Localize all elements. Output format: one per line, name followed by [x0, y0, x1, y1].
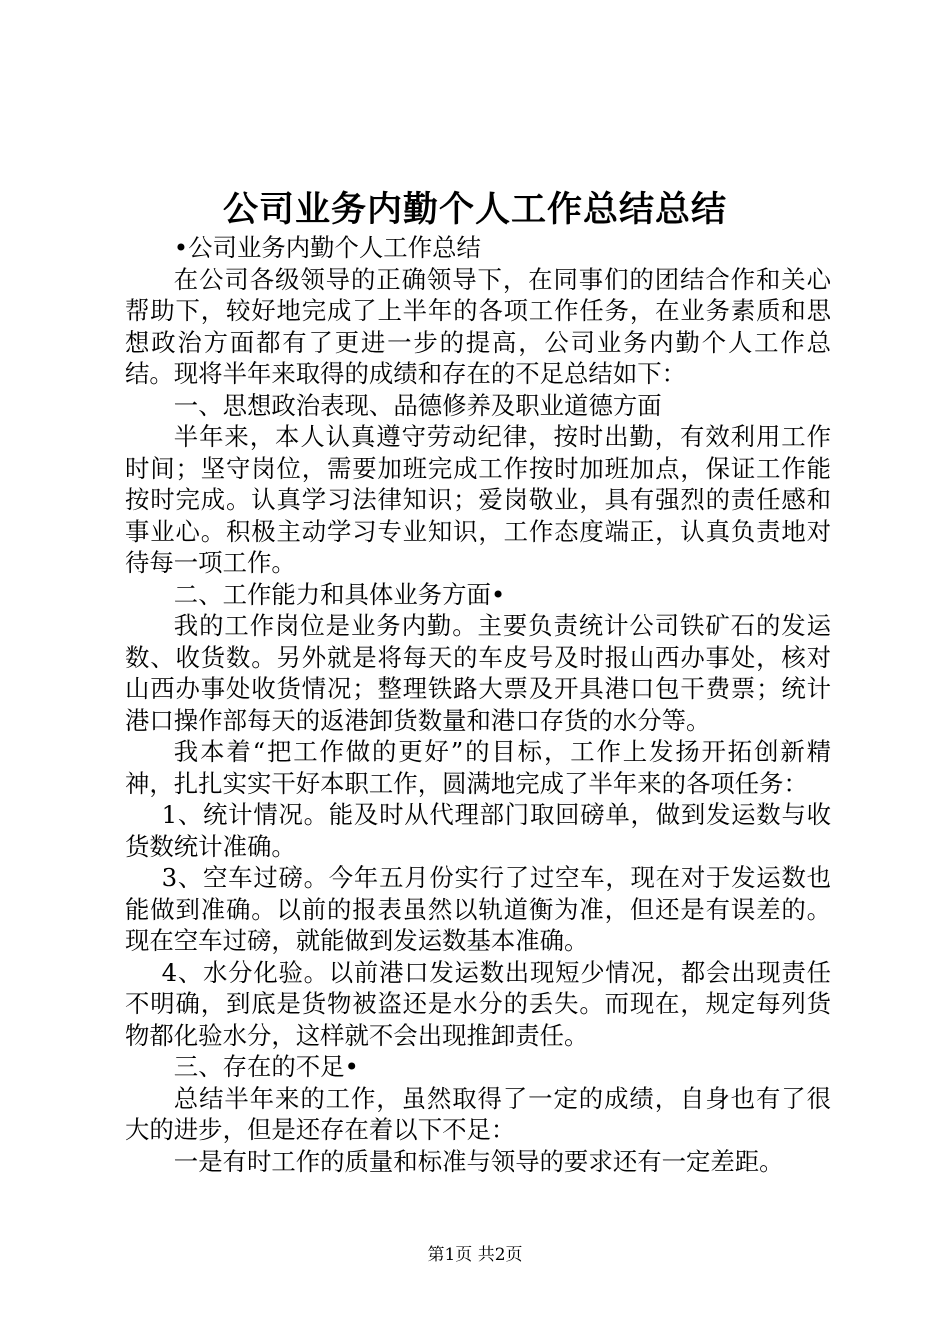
paragraph-10: 三、存在的不足• — [173, 1052, 359, 1081]
paragraph-4: 二、工作能力和具体业务方面• — [173, 579, 506, 609]
document-title: 公司业务内勤个人工作总结总结 — [222, 190, 727, 230]
paragraph-7: 1、统计情况。能及时从代理部门取回磅单，做到发运数与收货数统计准确。 — [125, 800, 831, 861]
document-body — [125, 232, 831, 1177]
paragraph-1: 在公司各级领导的正确领导下，在同事们的团结合作和关心帮助下，较好地完成了上半年的各项工作任务，在业务素质和思想政治方面都有了更进一步的提高，公司业务内勤个人工作总结。现将半年来取得的成绩和存在的不足总结如下： — [125, 264, 831, 388]
paragraph-12: 一是有时工作的质量和标准与领导的要求还有一定差距。 — [173, 1146, 784, 1176]
paragraph-3: 半年来，本人认真遵守劳动纪律，按时出勤，有效利用工作时间；坚守岗位，需要加班完成工作按时加班加点，保证工作能按时完成。认真学习法律知识；爱岗敬业，具有强烈的责任感和事业心。积极主动学习专业知识，工作态度端正，认真负责地对待每一项工作。 — [125, 422, 831, 577]
paragraph-0: •公司业务内勤个人工作总结 — [173, 233, 481, 262]
page-footer: 第1页 共2页 — [427, 1245, 523, 1265]
paragraph-2: 一、思想政治表现、品德修养及职业道德方面 — [173, 390, 662, 420]
paragraph-5: 我的工作岗位是业务内勤。主要负责统计公司铁矿石的发运数、收货数。另外就是将每天的车皮号及时报山西办事处，核对山西办事处收货情况；整理铁路大票及开具港口包干费票；统计港口操作部每天的返港卸货数量和港口存货的水分等。 — [125, 611, 831, 735]
paragraph-9: 4、水分化验。以前港口发运数出现短少情况，都会出现责任不明确，到底是货物被盗还是水分的丢失。而现在，规定每列货物都化验水分，这样就不会出现推卸责任。 — [125, 957, 831, 1050]
paragraph-8: 3、空车过磅。今年五月份实行了过空车，现在对于发运数也能做到准确。以前的报表虽然以轨道衡为准，但还是有误差的。现在空车过磅，就能做到发运数基本准确。 — [125, 863, 831, 955]
paragraph-6: 我本着“把工作做的更好”的目标，工作上发扬开拓创新精神，扎扎实实干好本职工作，圆满地完成了半年来的各项任务： — [125, 737, 831, 798]
paragraph-11: 总结半年来的工作，虽然取得了一定的成绩，自身也有了很大的进步，但是还存在着以下不足： — [125, 1083, 831, 1144]
